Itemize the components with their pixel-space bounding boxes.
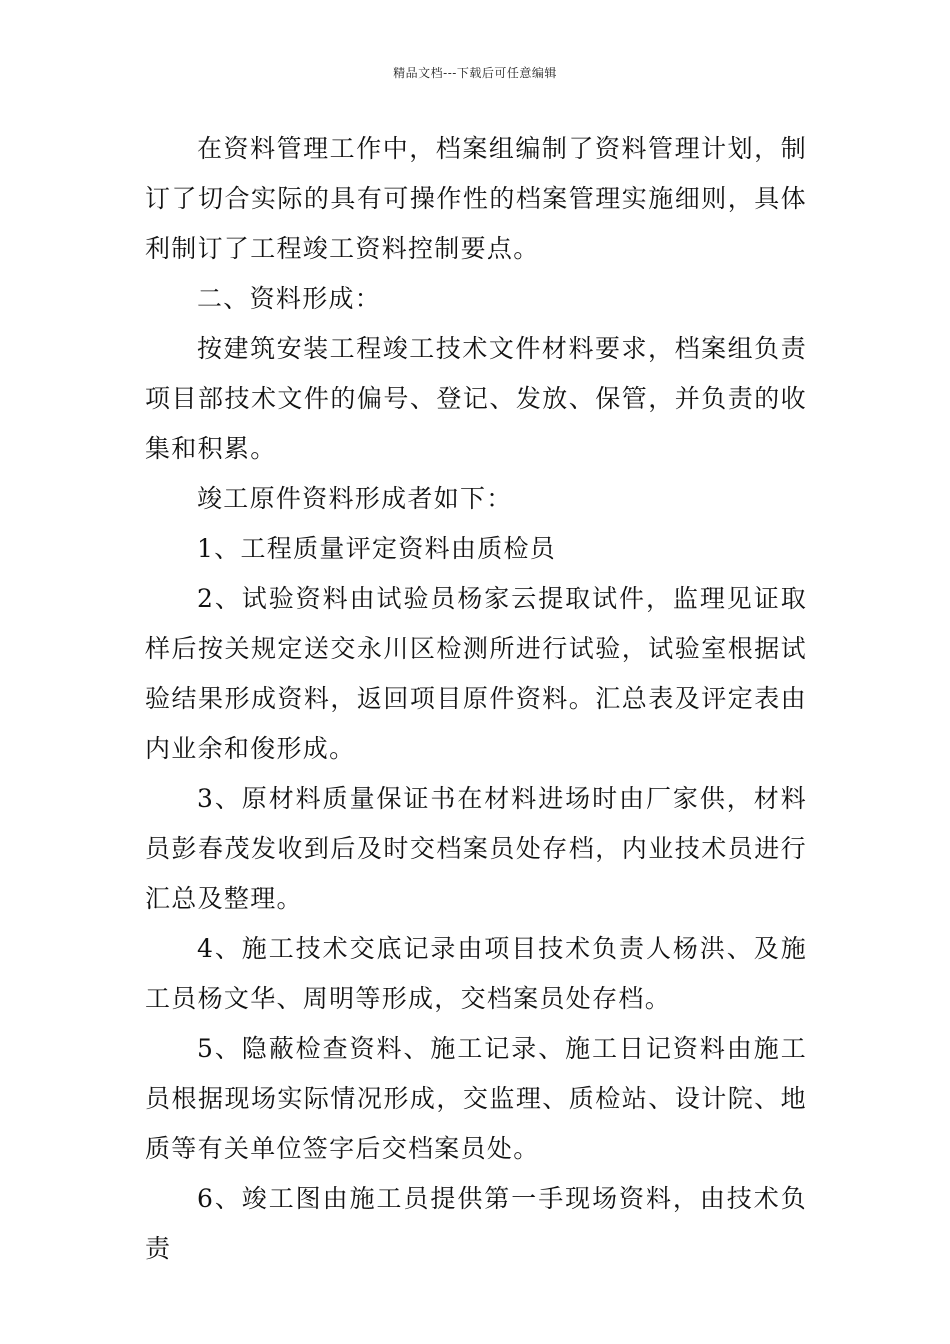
list-item-5: 5、隐蔽检查资料、施工记录、施工日记资料由施工员根据现场实际情况形成，交监理、质检站、设计院、地质等有关单位签字后交档案员处。	[145, 1034, 807, 1163]
list-item-6: 6、竣工图由施工员提供第一手现场资料，由技术负责	[145, 1184, 807, 1263]
list-item-2: 2、试验资料由试验员杨家云提取试件，监理见证取样后按关规定送交永川区检测所进行试验，试验室根据试验结果形成资料，返回项目原件资料。汇总表及评定表由内业余和俊形成。	[145, 584, 807, 763]
paragraph-originators-intro: 竣工原件资料形成者如下：	[197, 484, 513, 513]
paragraph-management-plan: 在资料管理工作中，档案组编制了资料管理计划，制订了切合实际的具有可操作性的档案管理实施细则，具体利制订了工程竣工资料控制要点。	[145, 134, 807, 263]
document-body	[145, 124, 807, 1274]
list-item-1: 1、工程质量评定资料由质检员	[197, 534, 557, 563]
paragraph-archive-duties: 按建筑安装工程竣工技术文件材料要求，档案组负责项目部技术文件的偏号、登记、发放、保管，并负责的收集和积累。	[145, 334, 807, 463]
section-heading-data-formation: 二、资料形成：	[197, 284, 382, 313]
page-header: 精品文档---下载后可任意编辑	[393, 66, 557, 80]
list-item-4: 4、施工技术交底记录由项目技术负责人杨洪、及施工员杨文华、周明等形成，交档案员处存档。	[145, 934, 807, 1013]
list-item-3: 3、原材料质量保证书在材料进场时由厂家供，材料员彭春茂发收到后及时交档案员处存档，内业技术员进行汇总及整理。	[145, 784, 807, 913]
